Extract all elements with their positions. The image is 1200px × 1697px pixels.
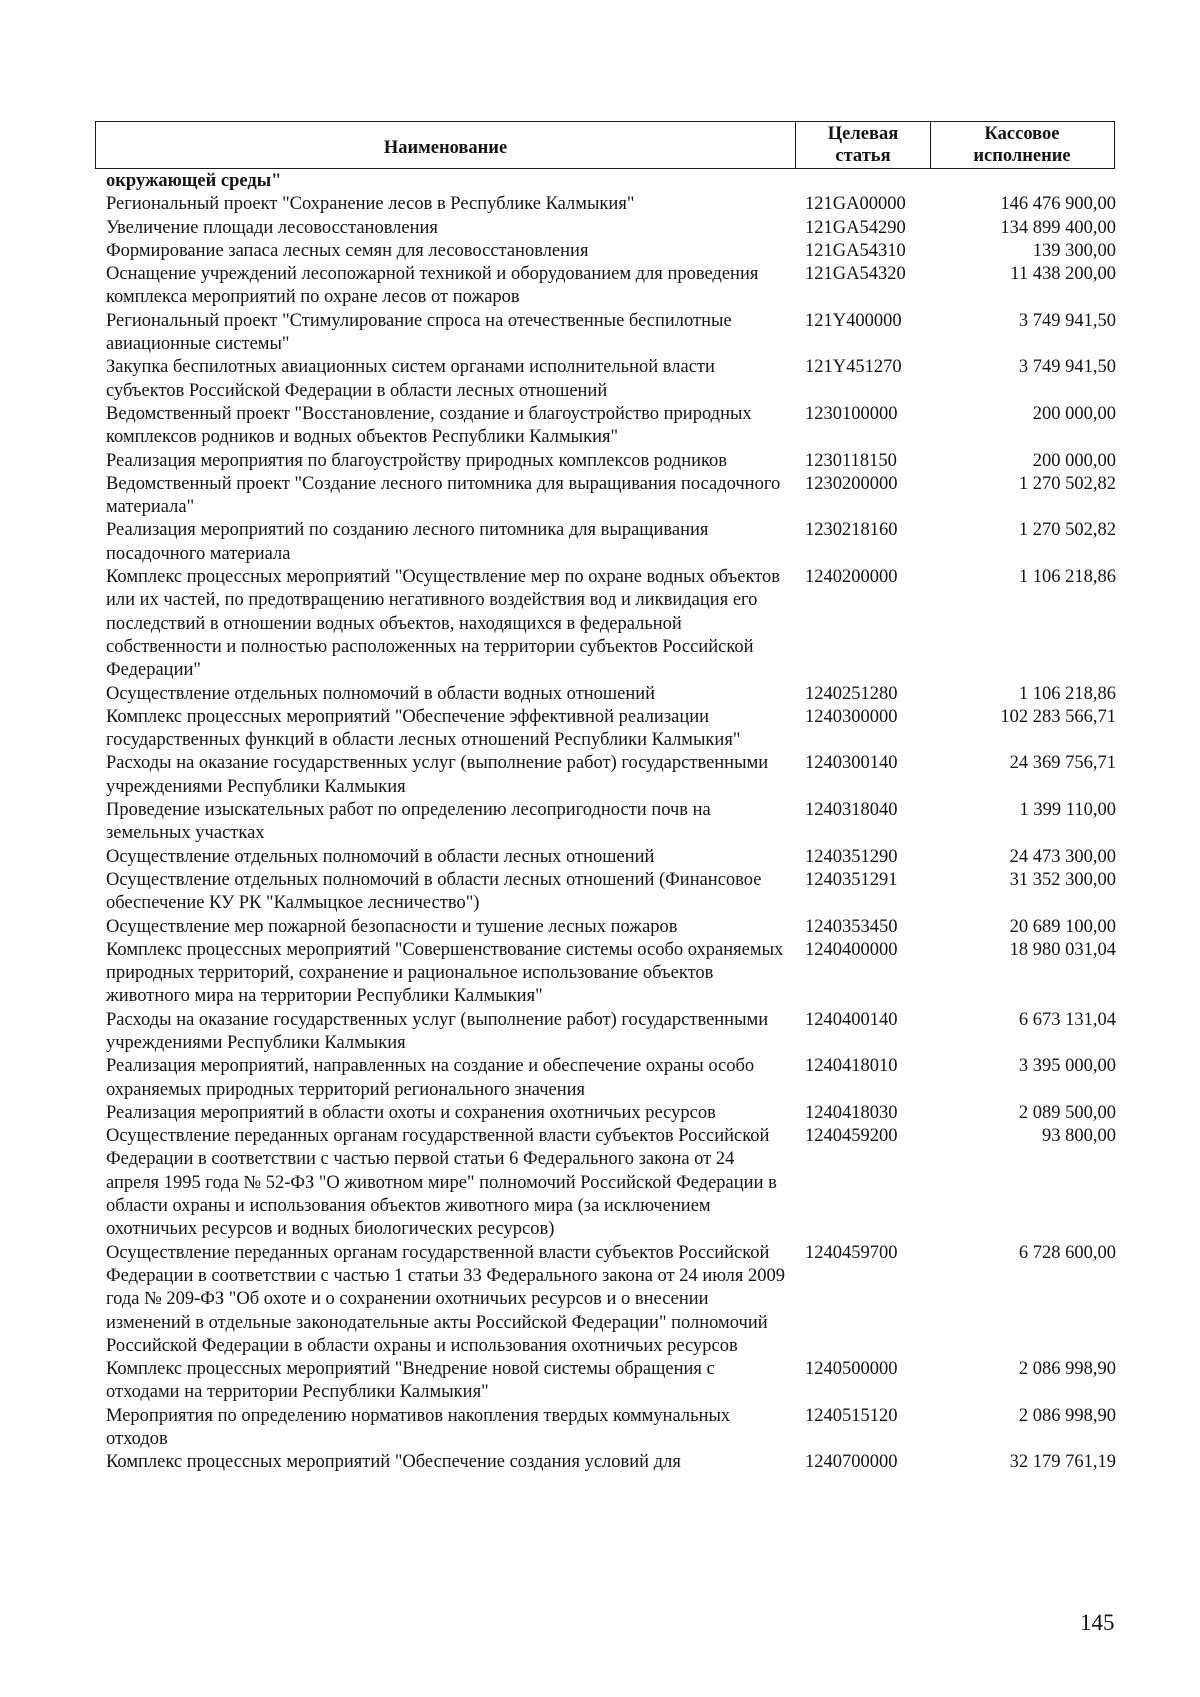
row-code: 1230200000: [805, 473, 898, 494]
row-name: Осуществление отдельных полномочий в области водных отношений: [106, 683, 656, 704]
row-code: 1240515120: [805, 1405, 898, 1426]
row-name: Реализация мероприятия по благоустройству природных комплексов родников: [106, 450, 728, 471]
row-amount: 2 089 500,00: [1018, 1102, 1116, 1123]
row-code: 1240418030: [805, 1102, 898, 1123]
table-row: [106, 240, 1116, 263]
row-code: 121GA54320: [805, 264, 906, 285]
table-row: [106, 1358, 1116, 1405]
row-amount: 139 300,00: [1032, 240, 1116, 261]
row-code: 1240418010: [805, 1056, 898, 1077]
row-code: 1240318040: [805, 800, 898, 821]
row-amount: 1 106 218,86: [1018, 567, 1116, 588]
row-code: 1240300140: [805, 753, 898, 774]
row-code: 1240400000: [805, 939, 898, 960]
row-code: 121Y400000: [805, 310, 902, 331]
row-code: 1240251280: [805, 683, 898, 704]
row-code: 1240700000: [805, 1452, 898, 1473]
row-name: Проведение изыскательных работ по определению лесопригодности почв на земельных участках: [106, 800, 711, 844]
row-amount: 1 270 502,82: [1018, 520, 1116, 541]
table-row: [106, 450, 1116, 473]
table-row: [106, 752, 1116, 799]
row-name: Реализация мероприятий, направленных на создание и обеспечение охраны особо охраняемых природных территорий регионального значения: [106, 1056, 755, 1100]
row-code: 121Y451270: [805, 357, 902, 378]
row-amount: 1 399 110,00: [1019, 800, 1116, 821]
row-amount: 31 352 300,00: [1009, 869, 1116, 890]
table-row: [106, 193, 1116, 216]
header-amount-line2: исполнение: [973, 146, 1071, 166]
header-amount-line1: Кассовое: [984, 124, 1060, 144]
row-amount: 2 086 998,90: [1018, 1405, 1116, 1426]
row-amount: 200 000,00: [1032, 403, 1116, 424]
row-name: Ведомственный проект "Восстановление, создание и благоустройство природных комплексов родников и водных объектов Республики Калмыкия": [106, 403, 752, 448]
table-row: [106, 310, 1116, 357]
row-name: Закупка беспилотных авиационных систем органами исполнительной власти субъектов Российской Федерации в области лесных отношений: [106, 357, 715, 401]
row-name: Комплекс процессных мероприятий "Обеспечение создания условий для: [106, 1452, 681, 1473]
table-row: [106, 869, 1116, 916]
row-name: Осуществление мер пожарной безопасности и тушение лесных пожаров: [106, 916, 678, 937]
row-amount: 24 369 756,71: [1009, 753, 1116, 774]
row-name: Расходы на оказание государственных услуг (выполнение работ) государственными учреждениями Республики Калмыкия: [106, 1009, 769, 1053]
row-amount: 1 270 502,82: [1018, 473, 1116, 494]
table-row: [106, 1009, 1116, 1056]
row-amount: 6 728 600,00: [1018, 1242, 1116, 1263]
row-code: 121GA54310: [805, 240, 906, 261]
row-amount: 1 106 218,86: [1018, 683, 1116, 704]
row-amount: 3 395 000,00: [1018, 1056, 1116, 1077]
row-name: Реализация мероприятий в области охоты и сохранения охотничьих ресурсов: [106, 1102, 716, 1123]
table-row: [106, 799, 1116, 846]
row-amount: 93 800,00: [1042, 1126, 1116, 1147]
row-name: Оснащение учреждений лесопожарной техникой и оборудованием для проведения комплекса мероприятий по охране лесов от пожаров: [106, 264, 759, 308]
table-row: [106, 217, 1116, 240]
row-amount: 146 476 900,00: [1000, 194, 1116, 215]
table-row: [106, 403, 1116, 450]
page-number: 145: [1080, 1610, 1115, 1635]
row-name: Реализация мероприятий по созданию лесного питомника для выращивания посадочного материала: [106, 520, 709, 564]
row-name: Комплекс процессных мероприятий "Осуществление мер по охране водных объектов или их частей, по предотвращению негативного воздействия вод и ликвидация его последствий в отношении водных объектов, находящихся в федеральной собственности и полностью расположенных на территории субъектов Российской Федерации": [106, 567, 781, 681]
row-name: Мероприятия по определению нормативов накопления твердых коммунальных отходов: [106, 1405, 731, 1450]
continuation-text: окружающей среды": [106, 171, 282, 191]
row-name: Региональный проект "Стимулирование спроса на отечественные беспилотные авиационные системы": [106, 310, 732, 355]
row-amount: 134 899 400,00: [1000, 217, 1116, 238]
row-code: 1240200000: [805, 567, 898, 588]
row-name: Осуществление переданных органам государственной власти субъектов Российской Федерации в соответствии с частью 1 статьи 33 Федерального закона от 24 июля 2009 года № 209-ФЗ "Об охоте и о сохранении охотничьих ресурсов и о внесении изменений в отдельные законодательные акты Российской Федерации" полномочий Российской Федерации в области охраны и использования охотничьих ресурсов: [106, 1242, 786, 1356]
row-code: 1230100000: [805, 403, 898, 424]
table-row: [106, 846, 1116, 869]
row-name: Комплекс процессных мероприятий "Внедрение новой системы обращения с отходами на территории Республики Калмыкия": [106, 1359, 715, 1403]
row-code: 1240459700: [805, 1242, 898, 1263]
row-name: Осуществление переданных органам государственной власти субъектов Российской Федерации в соответствии с частью первой статьи 6 Федерального закона от 24 апреля 1995 года № 52-ФЗ "О животном мире" полномочий Российской Федерации в области охраны и использования объектов животного мира (за исключением охотничьих ресурсов и водных биологических ресурсов): [106, 1126, 777, 1240]
header-code: [796, 122, 931, 168]
row-code: 1240500000: [805, 1359, 898, 1380]
row-code: 1240459200: [805, 1126, 898, 1147]
row-amount: 24 473 300,00: [1009, 846, 1116, 867]
header-amount: [931, 122, 1113, 168]
table-row: [106, 1055, 1116, 1102]
table-body: [106, 170, 1116, 1475]
row-amount: 3 749 941,50: [1018, 310, 1116, 331]
row-code: 1240400140: [805, 1009, 898, 1030]
row-amount: 2 086 998,90: [1018, 1359, 1116, 1380]
row-amount: 200 000,00: [1032, 450, 1116, 471]
row-name: Увеличение площади лесовосстановления: [106, 217, 438, 238]
row-name: Осуществление отдельных полномочий в области лесных отношений: [106, 846, 655, 867]
table-row: [106, 916, 1116, 939]
row-amount: 18 980 031,04: [1009, 939, 1116, 960]
row-name: Комплекс процессных мероприятий "Обеспечение эффективной реализации государственных функций в области лесных отношений Республики Калмыкия": [106, 706, 741, 751]
row-name: Формирование запаса лесных семян для лесовосстановления: [106, 240, 589, 261]
row-name: Расходы на оказание государственных услуг (выполнение работ) государственными учреждениями Республики Калмыкия: [106, 753, 769, 797]
table-row: [106, 683, 1116, 706]
table-row: [106, 263, 1116, 310]
row-amount: 11 438 200,00: [1010, 264, 1116, 285]
header-name: Наименование: [96, 122, 796, 168]
row-code: 1240300000: [805, 706, 898, 727]
table-header: [95, 121, 1115, 169]
row-amount: 3 749 941,50: [1018, 357, 1116, 378]
row-code: 1240351291: [805, 869, 898, 890]
row-amount: 102 283 566,71: [1000, 706, 1116, 727]
table-row: [106, 1242, 1116, 1358]
header-code-line1: Целевая: [827, 124, 899, 144]
row-amount: 32 179 761,19: [1009, 1452, 1116, 1473]
table-row: [106, 939, 1116, 1009]
header-code-line2: статья: [835, 146, 891, 166]
row-name: Региональный проект "Сохранение лесов в Республике Калмыкия": [106, 194, 635, 215]
table-row: [106, 519, 1116, 566]
row-amount: 20 689 100,00: [1009, 916, 1116, 937]
row-code: 1240351290: [805, 846, 898, 867]
table-row: [106, 566, 1116, 682]
row-name: Ведомственный проект "Создание лесного питомника для выращивания посадочного материала": [106, 473, 781, 518]
table-row: [106, 1102, 1116, 1125]
table-row: [106, 356, 1116, 403]
row-name: Осуществление отдельных полномочий в области лесных отношений (Финансовое обеспечение КУ РК "Калмыцкое лесничество"): [106, 869, 762, 914]
row-code: 1240353450: [805, 916, 898, 937]
table-row: [106, 1125, 1116, 1241]
table-row: [106, 473, 1116, 520]
table-row: [106, 1405, 1116, 1452]
table-row: [106, 706, 1116, 753]
row-amount: 6 673 131,04: [1018, 1009, 1116, 1030]
row-code: 121GA00000: [805, 194, 906, 215]
row-name: Комплекс процессных мероприятий "Совершенствование системы особо охраняемых природных территорий, сохранение и рациональное использование объектов животного мира на территории Республики Калмыкия": [106, 939, 784, 1007]
row-code: 1230218160: [805, 520, 898, 541]
table-row: [106, 1451, 1116, 1474]
row-code: 1230118150: [805, 450, 897, 471]
row-code: 121GA54290: [805, 217, 906, 238]
